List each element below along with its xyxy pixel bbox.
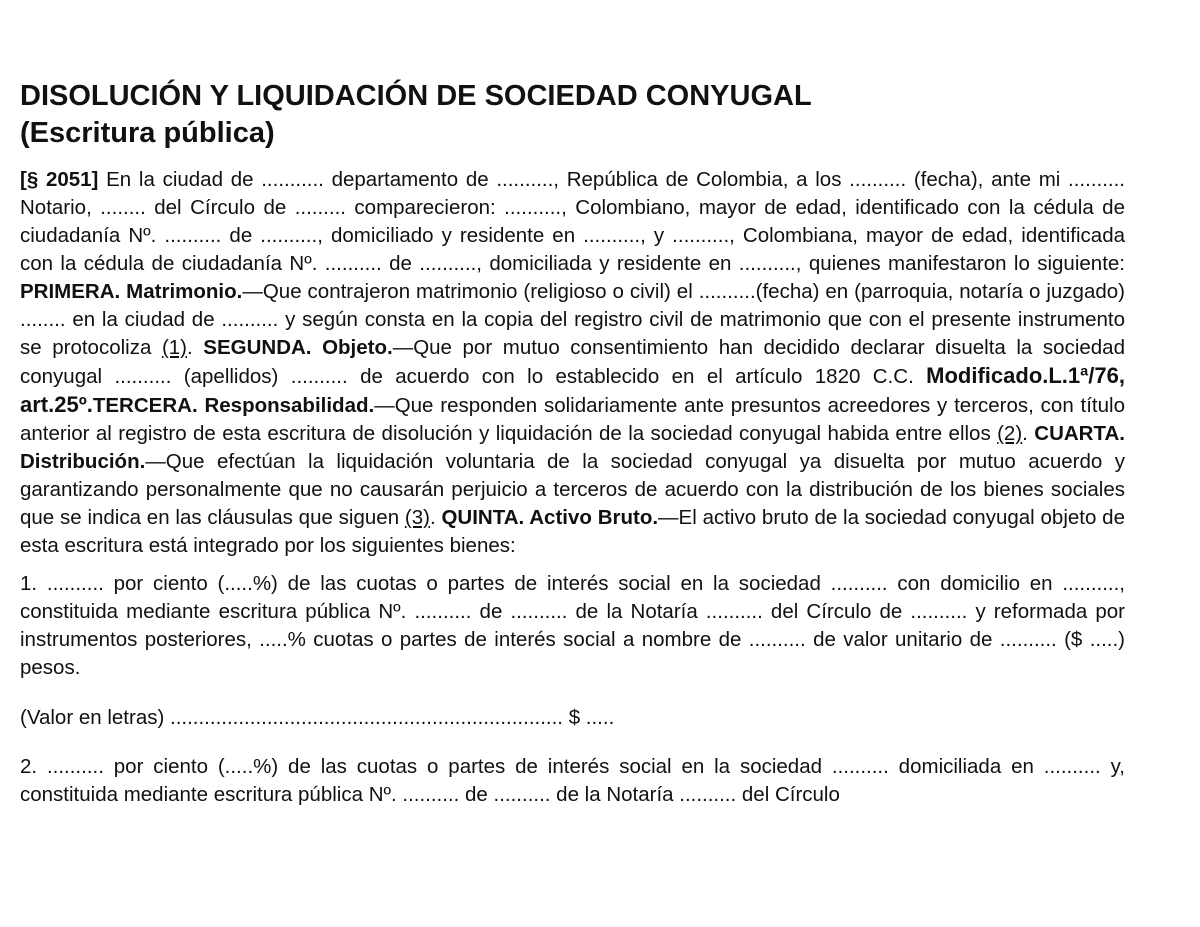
asset-item-1: 1. .......... por ciento (.....%) de las cuotas o partes de interés social en la sociedad .......... con domicilio en .........., constituida mediante escritura pública Nº. .......... de .......... de la Notaría .......... del Círculo de .......... y reformada por instrumentos posteriores, .....% cuotas o partes de interés social a nombre de .......... de valor unitario de .......... ($ .....) pesos. — [20, 572, 1125, 679]
clause-segunda-heading: SEGUNDA. Objeto. — [203, 336, 393, 359]
clause-quinta-heading: QUINTA. Activo Bruto. — [441, 506, 659, 529]
clause-cuarta-text: —Que efectúan la liquidación voluntaria de la sociedad conyugal ya disuelta por mutuo acuerdo y garantizando personalmente que no causarán perjuicio a terceros de acuerdo con la distribución de los bienes sociales que se indica en las cláusulas que siguen — [20, 450, 1125, 529]
section-reference: [§ 2051] — [20, 168, 99, 191]
clause-tercera-text: —Que responden solidariamente ante presuntos acreedores y terceros, con título anterior al registro de esta escritura de disolución y liquidación de la sociedad conyugal habida entre ellos — [20, 394, 1125, 445]
clause-primera-text: —Que contrajeron matrimonio (religioso o civil) el ..........(fecha) en (parroquia, notaría o juzgado) ........ en la ciudad de .......... y según consta en la copia del registro civil de matrimonio que con el presente instrumento se protocoliza — [20, 280, 1125, 359]
separator-text: . — [429, 506, 442, 529]
asset-item-2: 2. .......... por ciento (.....%) de las cuotas o partes de interés social en la sociedad .......... domiciliada en .......... y, constituida mediante escritura pública Nº. .......... de .......... de la Notaría .......... del Círculo — [20, 755, 1125, 806]
clause-quinta-text: —El activo bruto de la sociedad conyugal objeto de esta escritura está integrado por los siguientes bienes: — [20, 506, 1125, 557]
separator-text: . — [187, 336, 204, 359]
document-title — [20, 78, 1125, 152]
footnote-ref-3: (3) — [404, 506, 430, 529]
value-in-words-line: (Valor en letras) ..................................................................... $ ..... — [20, 706, 615, 729]
clause-segunda-text: —Que por mutuo consentimiento han decidido declarar disuelta la sociedad conyugal .......... (apellidos) .......... de acuerdo con lo establecido en el artículo 1820 C.C. — [20, 336, 1125, 388]
clause-primera-heading: PRIMERA. Matrimonio. — [20, 280, 243, 303]
footnote-ref-1: (1) — [161, 336, 188, 359]
intro-text: En la ciudad de ........... departamento de .........., República de Colombia, a los .......... (fecha), ante mi .......... Notario, ........ del Círculo de ......... comparecieron: .........., Colombiano, mayor de edad, identificado con la cédula de ciudadanía Nº. .......... de .........., domiciliado y residente en .........., y .........., Colombiana, mayor de edad, identificada con la cédula de ciudadanía Nº. .......... de .........., domiciliada y residente en .........., quienes manifestaron lo siguiente: — [20, 168, 1125, 275]
separator-text: . — [1022, 422, 1035, 445]
main-paragraph — [20, 166, 1125, 560]
document-page — [20, 78, 1125, 809]
title-line-1: DISOLUCIÓN Y LIQUIDACIÓN DE SOCIEDAD CONYUGAL — [20, 80, 812, 112]
modification-reference: Modificado.L.1ª/76, art.25º. — [20, 363, 1125, 417]
title-line-2: (Escritura pública) — [20, 117, 275, 149]
clause-cuarta-heading: CUARTA. Distribución. — [20, 422, 1125, 473]
footnote-ref-2: (2) — [997, 422, 1023, 445]
clause-tercera-heading: TERCERA. Responsabilidad. — [92, 394, 375, 417]
